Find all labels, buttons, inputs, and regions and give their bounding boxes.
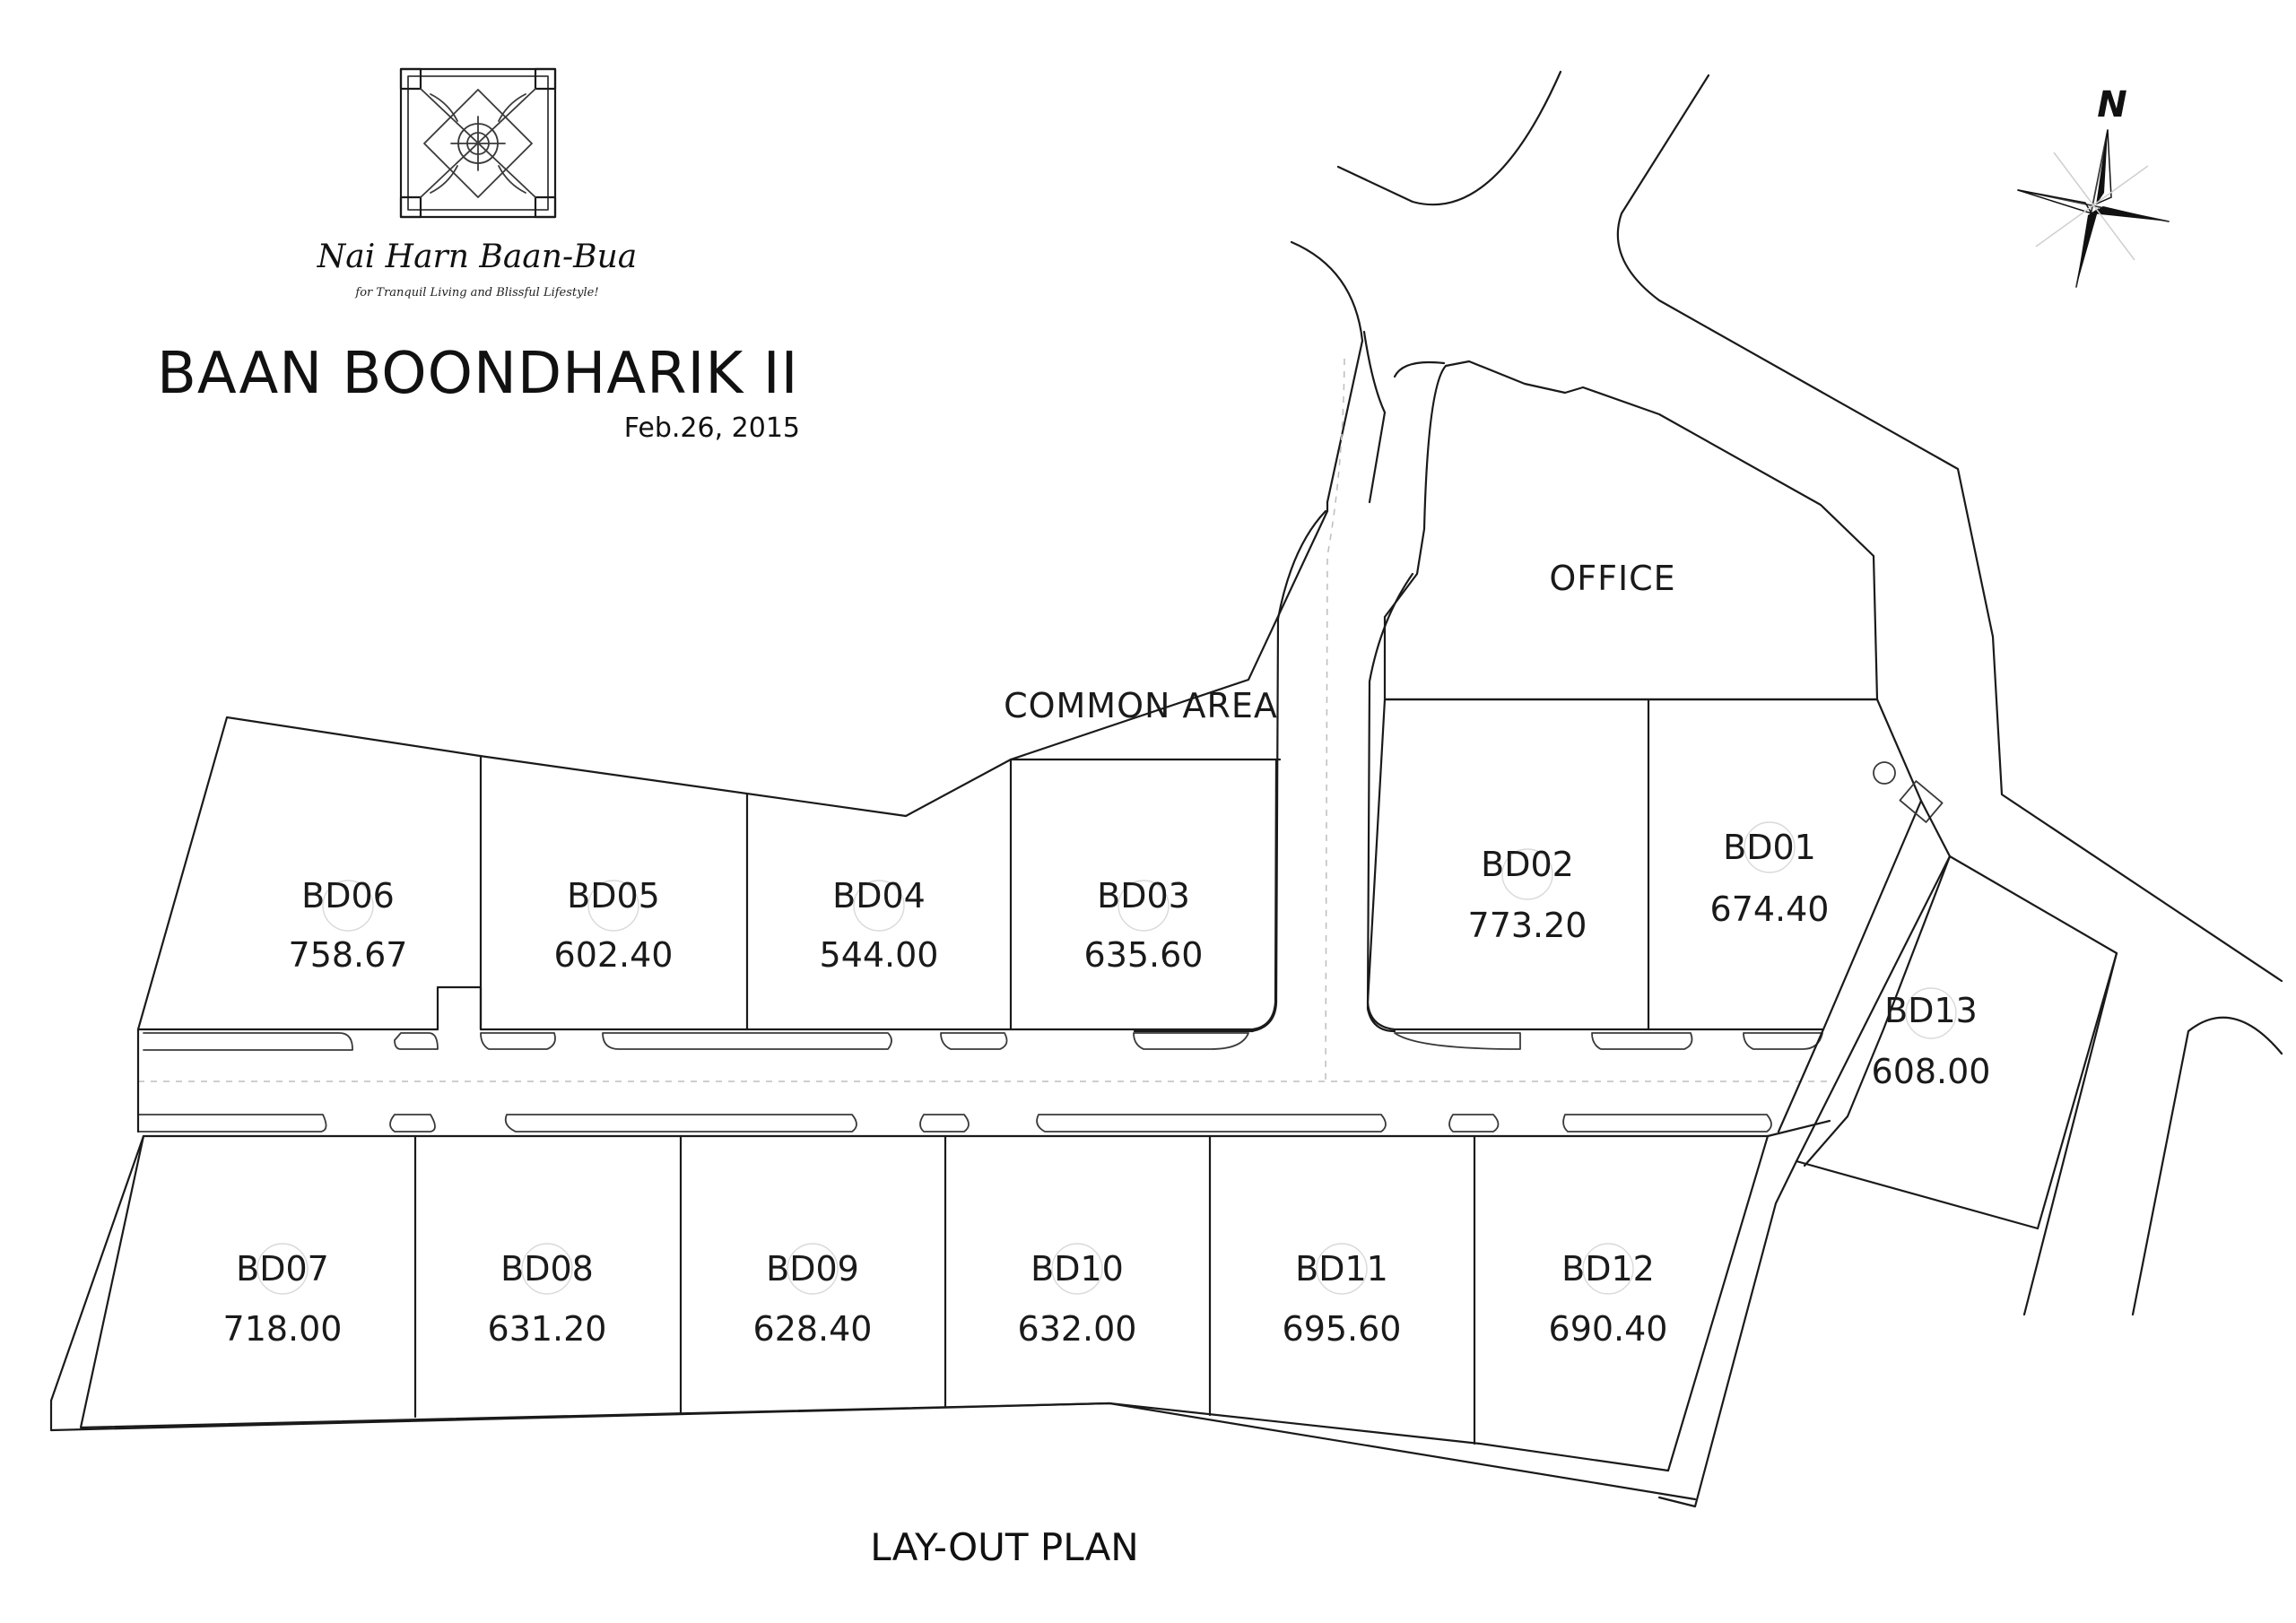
lot-bd07[interactable] [223, 1244, 343, 1349]
lot-id: BD06 [301, 876, 395, 916]
lot-area: 674.40 [1709, 890, 1830, 929]
north-label: N [2097, 84, 2127, 126]
lot-bd02[interactable] [1468, 845, 1587, 945]
lot-labels [223, 822, 1991, 1349]
lot-bd12[interactable] [1549, 1244, 1668, 1349]
lot-area: 602.40 [553, 935, 674, 975]
lot-area: 718.00 [222, 1309, 343, 1349]
lot-id: BD13 [1884, 991, 1978, 1030]
project-date: Feb.26, 2015 [623, 412, 800, 444]
lot-bd11[interactable] [1283, 1244, 1402, 1349]
brand-name: Nai Harn Baan-Bua [317, 239, 638, 275]
lot-bd06[interactable] [289, 876, 408, 975]
lot-area: 544.00 [819, 935, 939, 975]
lot-area: 758.67 [288, 935, 408, 975]
lot-bd10[interactable] [1018, 1244, 1137, 1349]
lot-area: 608.00 [1871, 1052, 1991, 1091]
lot-area: 631.20 [487, 1309, 607, 1349]
lot-area: 635.60 [1083, 935, 1204, 975]
loop-road [138, 759, 1950, 1506]
lot-id: BD10 [1031, 1249, 1124, 1289]
common-area-label: COMMON AREA [1004, 686, 1278, 725]
project-title: BAAN BOONDHARIK II [157, 341, 799, 407]
brand-tagline: for Tranquil Living and Blissful Lifestyle! [355, 286, 599, 299]
lot-id: BD01 [1723, 828, 1816, 867]
lot-area: 690.40 [1548, 1309, 1668, 1349]
lot-id: BD09 [766, 1249, 859, 1289]
east-row-lots [1368, 699, 1921, 1029]
lot-id: BD03 [1097, 876, 1190, 916]
lot-id: BD08 [500, 1249, 594, 1289]
lot-bd04[interactable] [820, 876, 939, 975]
north-row-lots [138, 717, 1276, 1029]
lot-bd03[interactable] [1084, 876, 1204, 975]
lot-id: BD07 [236, 1249, 329, 1289]
lot-area: 773.20 [1467, 906, 1587, 945]
lot-bd08[interactable] [488, 1244, 607, 1349]
lot-id: BD04 [832, 876, 926, 916]
lot-area: 695.60 [1282, 1309, 1402, 1349]
brand-logo-emblem [401, 69, 555, 217]
lot-id: BD11 [1295, 1249, 1388, 1289]
lot-id: BD05 [567, 876, 660, 916]
plan-caption: LAY-OUT PLAN [870, 1525, 1139, 1569]
lot-bd01[interactable] [1710, 822, 1830, 929]
lot-area: 632.00 [1017, 1309, 1137, 1349]
office-label: OFFICE [1549, 559, 1676, 598]
parking-bays [138, 1033, 1822, 1132]
lot-bd05[interactable] [554, 876, 674, 975]
compass-icon [2018, 130, 2169, 287]
office-parcel [1385, 361, 1877, 699]
lot-area: 628.40 [752, 1309, 873, 1349]
lot-id: BD12 [1561, 1249, 1655, 1289]
lot-id: BD02 [1481, 845, 1574, 884]
lot-bd13[interactable] [1872, 988, 1991, 1091]
lot-bd09[interactable] [753, 1244, 873, 1349]
